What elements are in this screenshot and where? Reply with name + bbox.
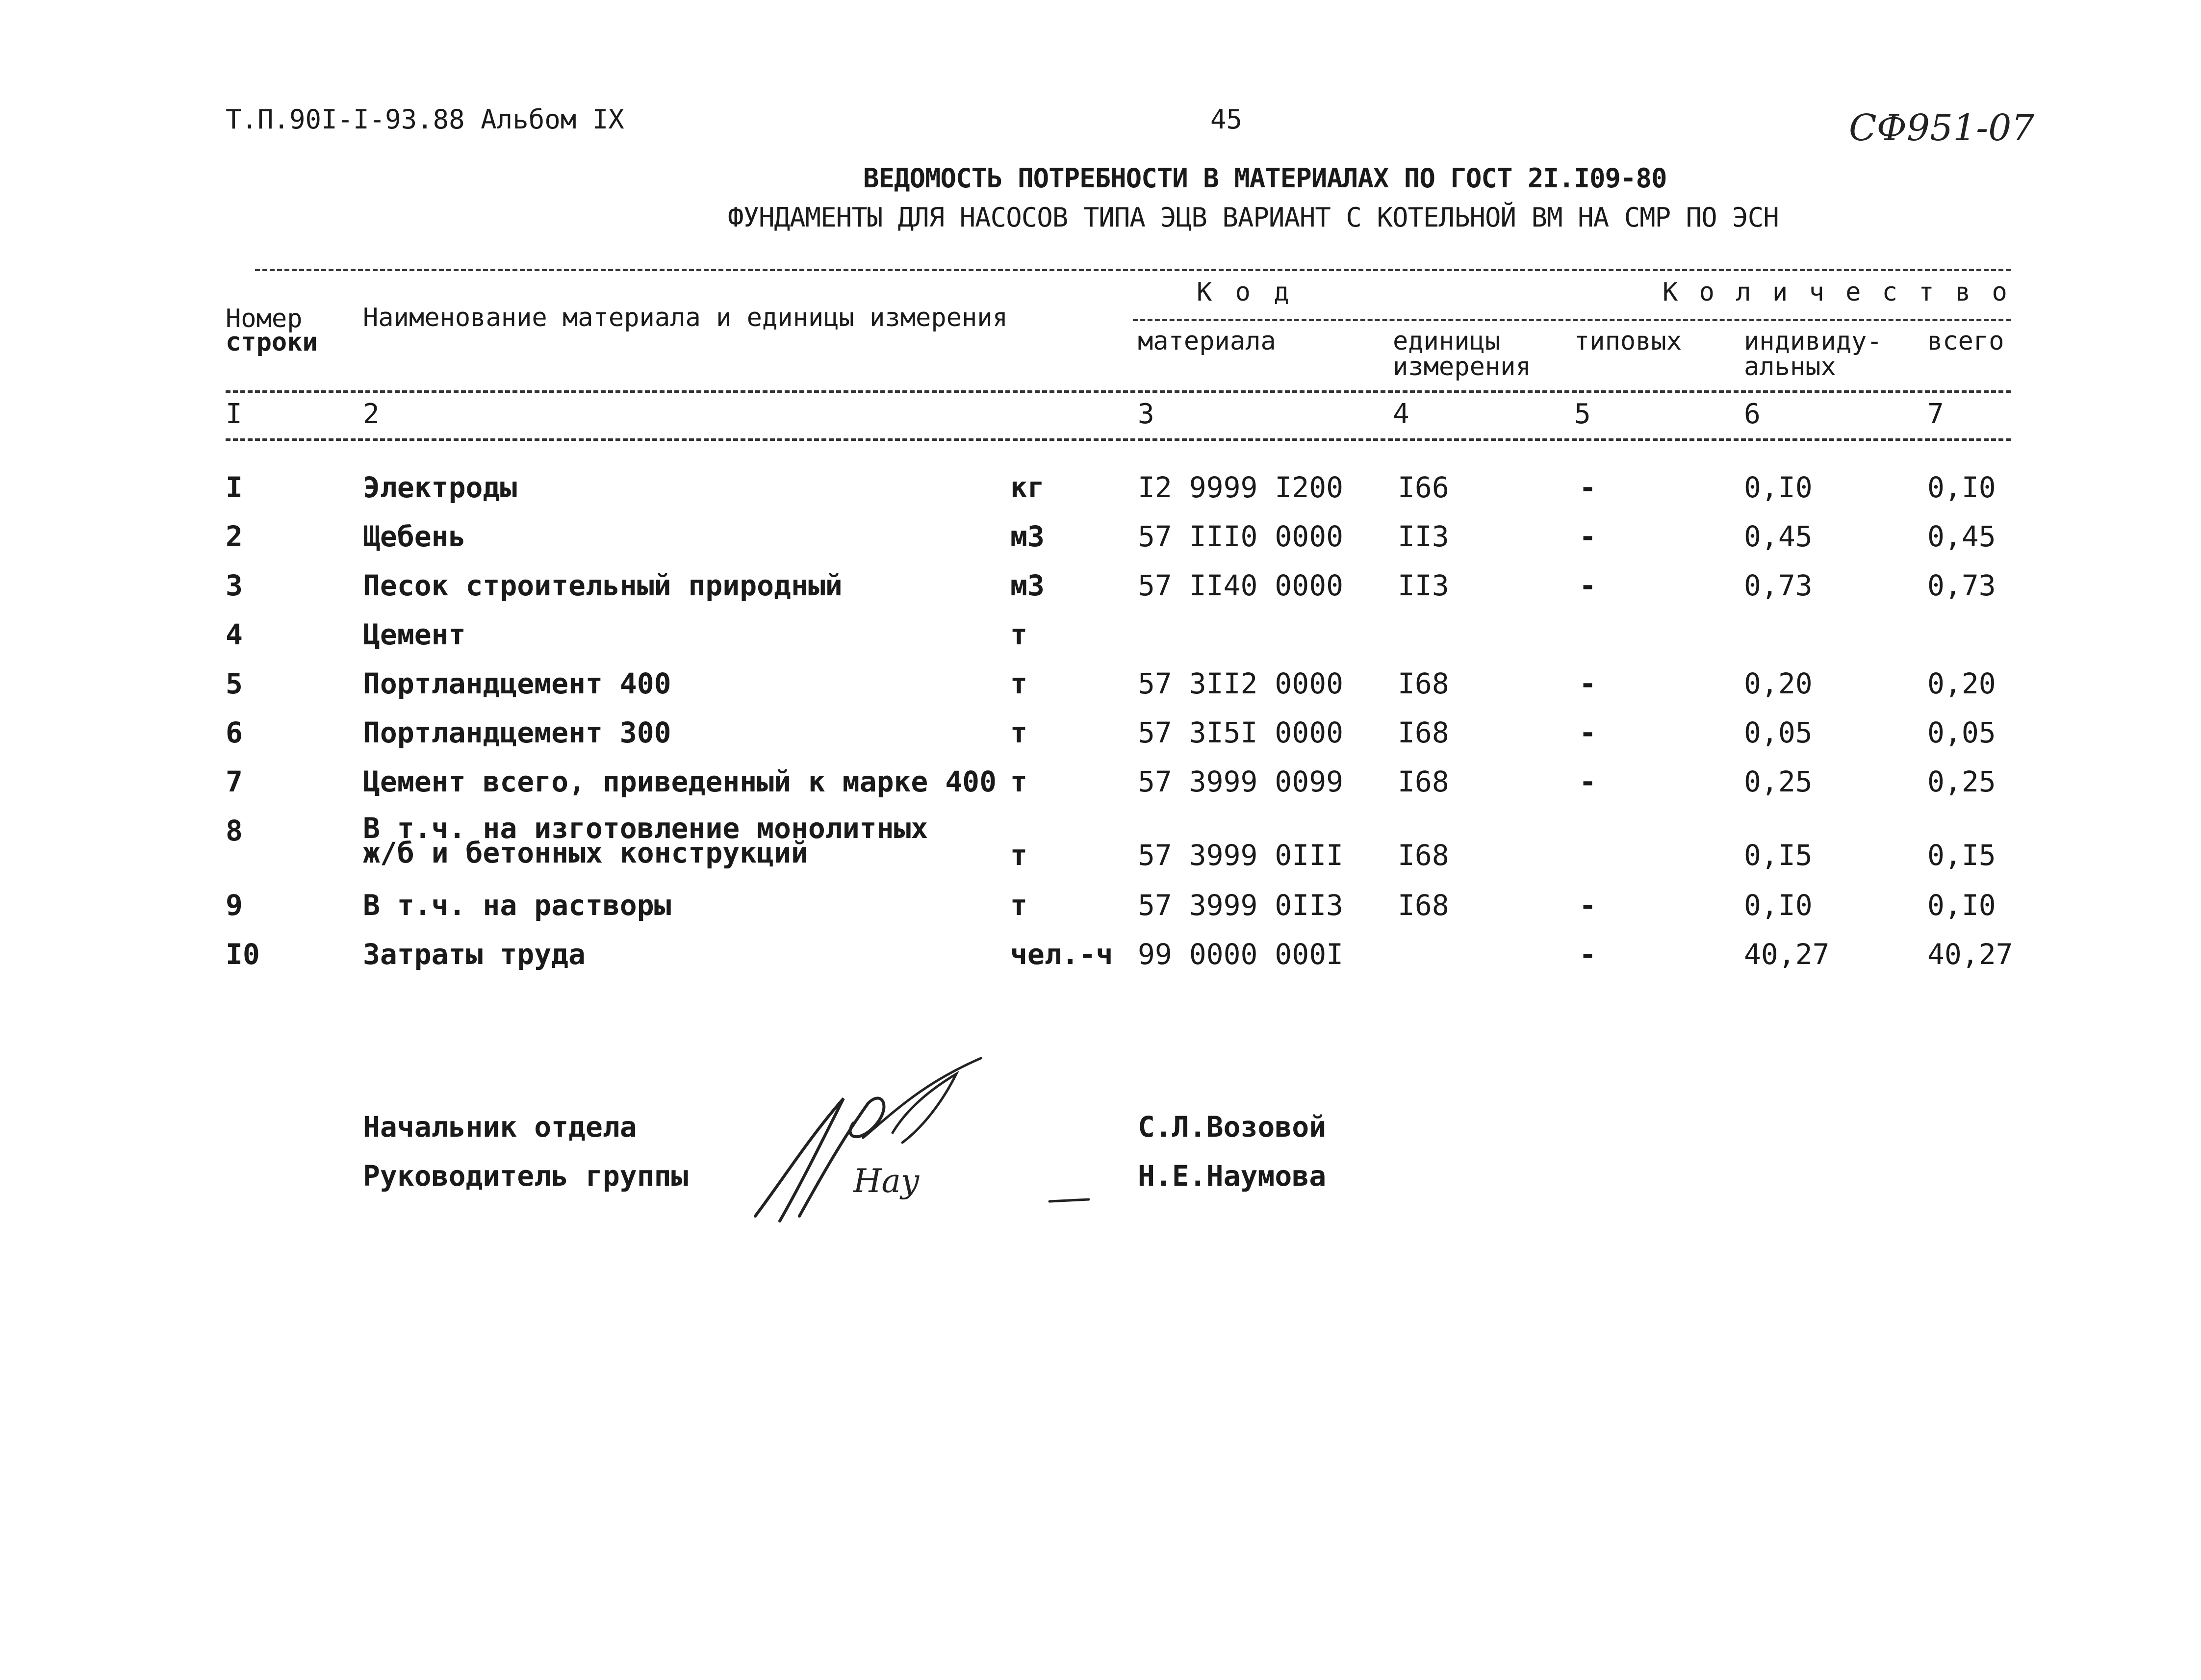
unit: м3 [1010,569,1045,602]
qty-total: 0,45 [1927,520,1996,553]
signatory-name: С.Л.Возовой [1138,1110,1327,1144]
material-name: Затраты труда [363,938,586,971]
unit: т [1010,839,1027,872]
unit-code: I66 [1398,471,1449,504]
qty-typical: - [1579,938,1596,971]
qty-total: 40,27 [1927,938,2013,971]
header-code-unit-line2: измерения [1393,352,1531,382]
material-code: 57 3II2 0000 [1138,667,1344,700]
header-quantity-group: К о л и ч е с т в о [1663,278,2010,307]
material-name: Электроды [363,471,517,504]
column-number: 3 [1138,398,1154,430]
row-number: 5 [226,667,243,700]
row-number: I [226,471,243,504]
header-code-group: К о д [1197,278,1293,307]
row-number: 8 [226,814,243,847]
unit-code: I68 [1398,667,1449,700]
statement-title: ВЕДОМОСТЬ ПОТРЕБНОСТИ В МАТЕРИАЛАХ ПО ГОСТ 2I.I09-80 [863,163,1667,194]
statement-subtitle: ФУНДАМЕНТЫ ДЛЯ НАСОСОВ ТИПА ЭЦВ ВАРИАНТ С КОТЕЛЬНОЙ ВМ НА СМР ПО ЭСН [728,202,1779,233]
material-name: Портландцемент 300 [363,716,671,749]
header-row-number-line2: строки [226,328,318,357]
material-code: 57 III0 0000 [1138,520,1344,553]
unit-code: II3 [1398,569,1449,602]
qty-individual: 0,45 [1744,520,1813,553]
qty-individual: 0,I5 [1744,839,1813,872]
signature-scribble: Нау [853,1162,920,1200]
header-qty-total: всего [1927,327,2004,356]
row-number: 4 [226,618,243,651]
material-name: Песок строительный природный [363,569,843,602]
material-code: 99 0000 000I [1138,938,1344,971]
handwritten-signature [745,1054,1099,1241]
column-number: 4 [1393,398,1409,430]
unit: т [1010,889,1027,922]
qty-total: 0,I5 [1927,839,1996,872]
qty-total: 0,20 [1927,667,1996,700]
signatory-role: Руководитель группы [363,1159,689,1193]
material-name: Портландцемент 400 [363,667,671,700]
material-name-continued: ж/б и бетонных конструкций [363,836,808,869]
qty-individual: 40,27 [1744,938,1830,971]
unit-code: I68 [1398,889,1449,922]
unit: т [1010,716,1027,749]
table-top-rule [255,269,2011,271]
material-code: 57 3999 0III [1138,839,1344,872]
unit-code: I68 [1398,839,1449,872]
unit: кг [1010,471,1045,504]
header-bottom-rule [226,390,2011,393]
qty-typical: - [1579,471,1596,504]
qty-individual: 0,73 [1744,569,1813,602]
archive-stamp: СФ951-07 [1849,107,2035,149]
material-name: Цемент [363,618,466,651]
qty-typical: - [1579,765,1596,798]
qty-total: 0,I0 [1927,889,1996,922]
signatory-name: Н.Е.Наумова [1138,1159,1327,1193]
qty-individual: 0,20 [1744,667,1813,700]
material-code: 57 3999 0II3 [1138,889,1344,922]
row-number: 2 [226,520,243,553]
material-name: Щебень [363,520,466,553]
material-name: В т.ч. на растворы [363,889,671,922]
page-number: 45 [1210,104,1243,135]
header-code-unit-line1: единицы [1393,327,1501,356]
qty-typical: - [1579,667,1596,700]
header-code-material: материала [1138,327,1276,356]
column-number: 5 [1574,398,1591,430]
header-row-number-line1: Номер [226,304,303,333]
material-code: I2 9999 I200 [1138,471,1344,504]
header-qty-individual-line1: индивиду- [1744,327,1882,356]
material-code: 57 3999 0099 [1138,765,1344,798]
column-number: 6 [1744,398,1761,430]
header-qty-individual-line2: альных [1744,352,1836,382]
qty-individual: 0,05 [1744,716,1813,749]
unit-code: I68 [1398,765,1449,798]
qty-typical: - [1579,716,1596,749]
unit: чел.-ч [1010,938,1113,971]
material-code: 57 II40 0000 [1138,569,1344,602]
qty-total: 0,I0 [1927,471,1996,504]
signatory-role: Начальник отдела [363,1110,637,1144]
row-number: 9 [226,889,243,922]
unit-code: II3 [1398,520,1449,553]
row-number: 7 [226,765,243,798]
qty-typical: - [1579,889,1596,922]
column-numbers-bottom-rule [226,438,2011,441]
unit: м3 [1010,520,1045,553]
row-number: I0 [226,938,260,971]
unit: т [1010,765,1027,798]
unit: т [1010,667,1027,700]
qty-individual: 0,25 [1744,765,1813,798]
document-reference: Т.П.90I-I-93.88 Альбом IX [226,104,624,135]
qty-total: 0,73 [1927,569,1996,602]
row-number: 6 [226,716,243,749]
qty-total: 0,25 [1927,765,1996,798]
column-number: 7 [1927,398,1944,430]
qty-individual: 0,I0 [1744,889,1813,922]
qty-typical: - [1579,520,1596,553]
header-material-name: Наименование материала и единицы измерения [363,303,1008,332]
unit-code: I68 [1398,716,1449,749]
code-group-rule [1133,319,2011,321]
qty-typical: - [1579,569,1596,602]
row-number: 3 [226,569,243,602]
column-number: 2 [363,398,380,430]
unit: т [1010,618,1027,651]
column-number: I [226,398,242,430]
material-name: Цемент всего, приведенный к марке 400 [363,765,997,798]
header-qty-typical: типовых [1574,327,1682,356]
qty-individual: 0,I0 [1744,471,1813,504]
material-name: В т.ч. на изготовление монолитных [363,812,928,845]
material-code: 57 3I5I 0000 [1138,716,1344,749]
qty-total: 0,05 [1927,716,1996,749]
